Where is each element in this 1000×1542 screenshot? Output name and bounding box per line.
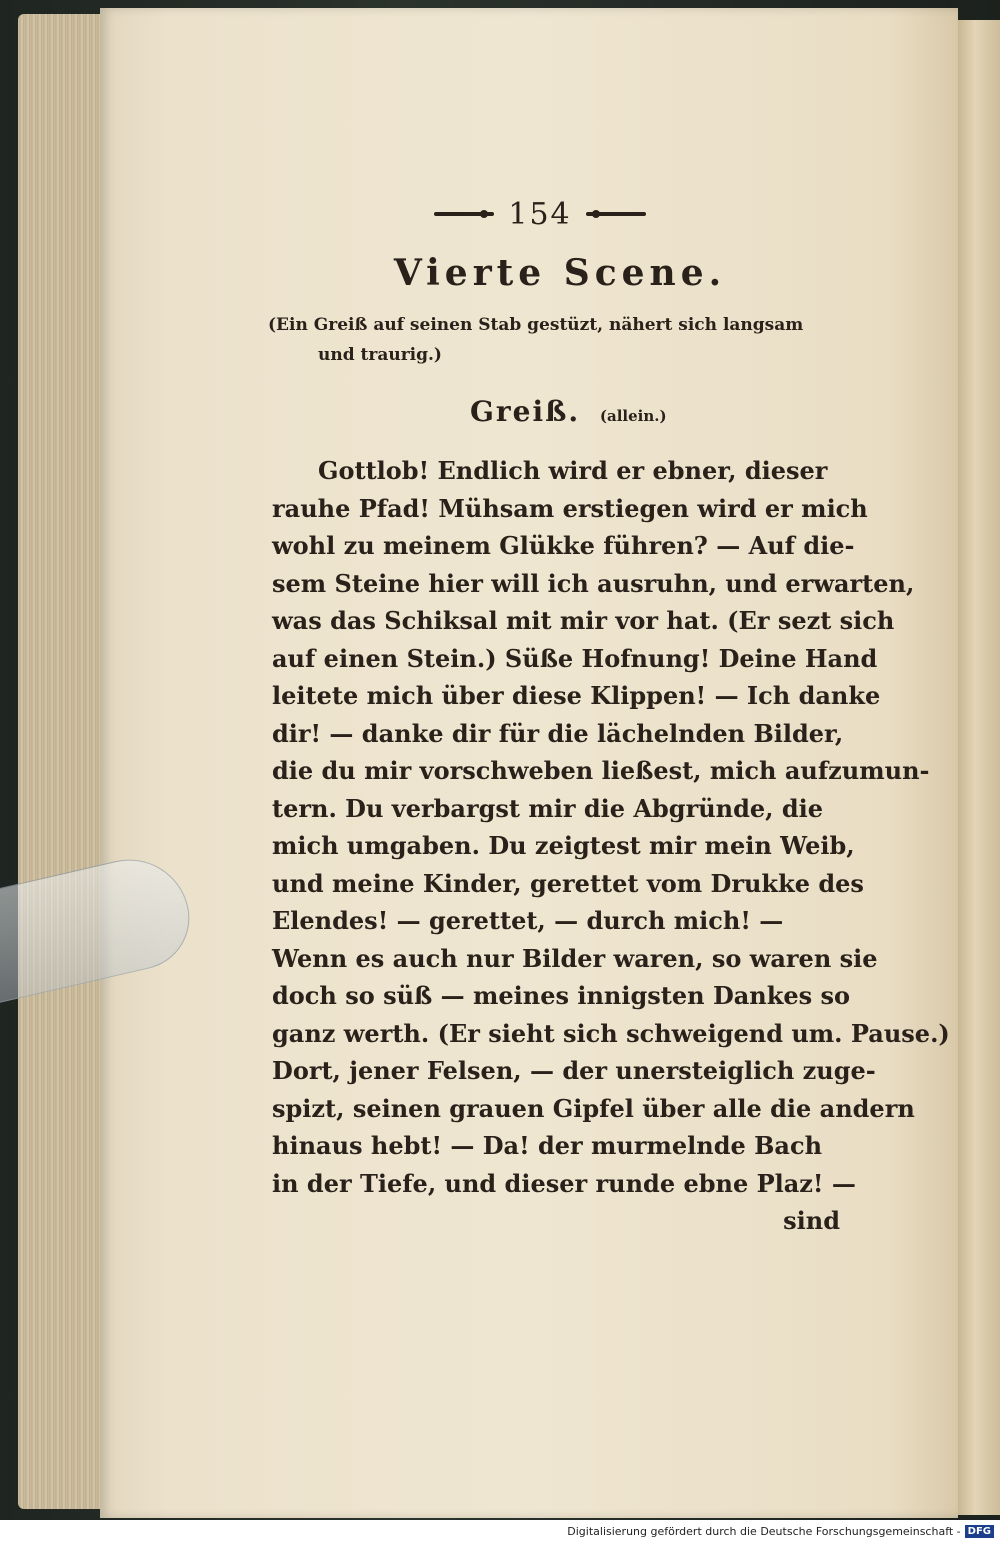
- stage-direction-line: und traurig.): [318, 345, 442, 365]
- dialogue-text: [272, 452, 950, 1240]
- scene-title: Vierte Scene.: [393, 252, 727, 294]
- text-line: in der Tiefe, und dieser runde ebne Plaz! —: [272, 1168, 856, 1198]
- page-number: 154: [508, 196, 572, 232]
- text-line: ganz werth. (Er sieht sich schweigend um. Pause.): [272, 1018, 950, 1048]
- text-line: dir! — danke dir für die lächelnden Bilder,: [272, 718, 844, 748]
- page-header: [410, 196, 670, 232]
- text-line: Wenn es auch nur Bilder waren, so waren sie: [272, 943, 878, 973]
- text-line: mich umgaben. Du zeigtest mir mein Weib,: [272, 831, 855, 860]
- text-line: tern. Du verbargst mir die Abgründe, die: [272, 793, 824, 823]
- text-line: hinaus hebt! — Da! der murmelnde Bach: [272, 1131, 823, 1160]
- text-line: was das Schiksal mit mir vor hat. (Er sezt sich: [272, 606, 895, 635]
- text-line: sem Steine hier will ich ausruhn, und erwarten,: [272, 568, 915, 598]
- text-line: Elendes! — gerettet, — durch mich! —: [272, 906, 784, 935]
- text-line: und meine Kinder, gerettet vom Drukke des: [272, 868, 864, 898]
- text-line: Dort, jener Felsen, — der unersteiglich zuge-: [272, 1056, 876, 1085]
- text-line: wohl zu meinem Glükke führen? — Auf die-: [272, 531, 855, 560]
- ornament-right: [586, 212, 646, 216]
- text-line: die du mir vorschweben ließest, mich aufzumun-: [272, 756, 930, 785]
- facing-page-edge: [958, 20, 1000, 1515]
- footer-credit: Digitalisierung gefördert durch die Deutsche Forschungsgemeinschaft -: [567, 1524, 961, 1538]
- text-line: doch so süß — meines innigsten Dankes so: [272, 981, 851, 1010]
- stage-direction: [268, 310, 838, 370]
- speaker-name: Greiß.: [470, 395, 581, 428]
- text-line: auf einen Stein.) Süße Hofnung! Deine Hand: [272, 643, 878, 673]
- catchword: sind: [783, 1206, 840, 1235]
- stage-direction-line: (Ein Greiß auf seinen Stab gestüzt, nähert sich langsam: [268, 315, 804, 335]
- text-line: Gottlob! Endlich wird er ebner, dieser: [318, 456, 828, 485]
- speaker-heading: [470, 395, 667, 428]
- ornament-left: [434, 212, 494, 216]
- catchword-row: [272, 1202, 840, 1240]
- dfg-logo: DFG: [965, 1525, 994, 1538]
- footer-bar: [0, 1520, 1000, 1542]
- text-line: leitete mich über diese Klippen! — Ich danke: [272, 681, 881, 710]
- text-line: spizt, seinen grauen Gipfel über alle die andern: [272, 1093, 915, 1123]
- text-line: rauhe Pfad! Mühsam erstiegen wird er mich: [272, 493, 868, 523]
- speaker-direction: (allein.): [599, 407, 667, 425]
